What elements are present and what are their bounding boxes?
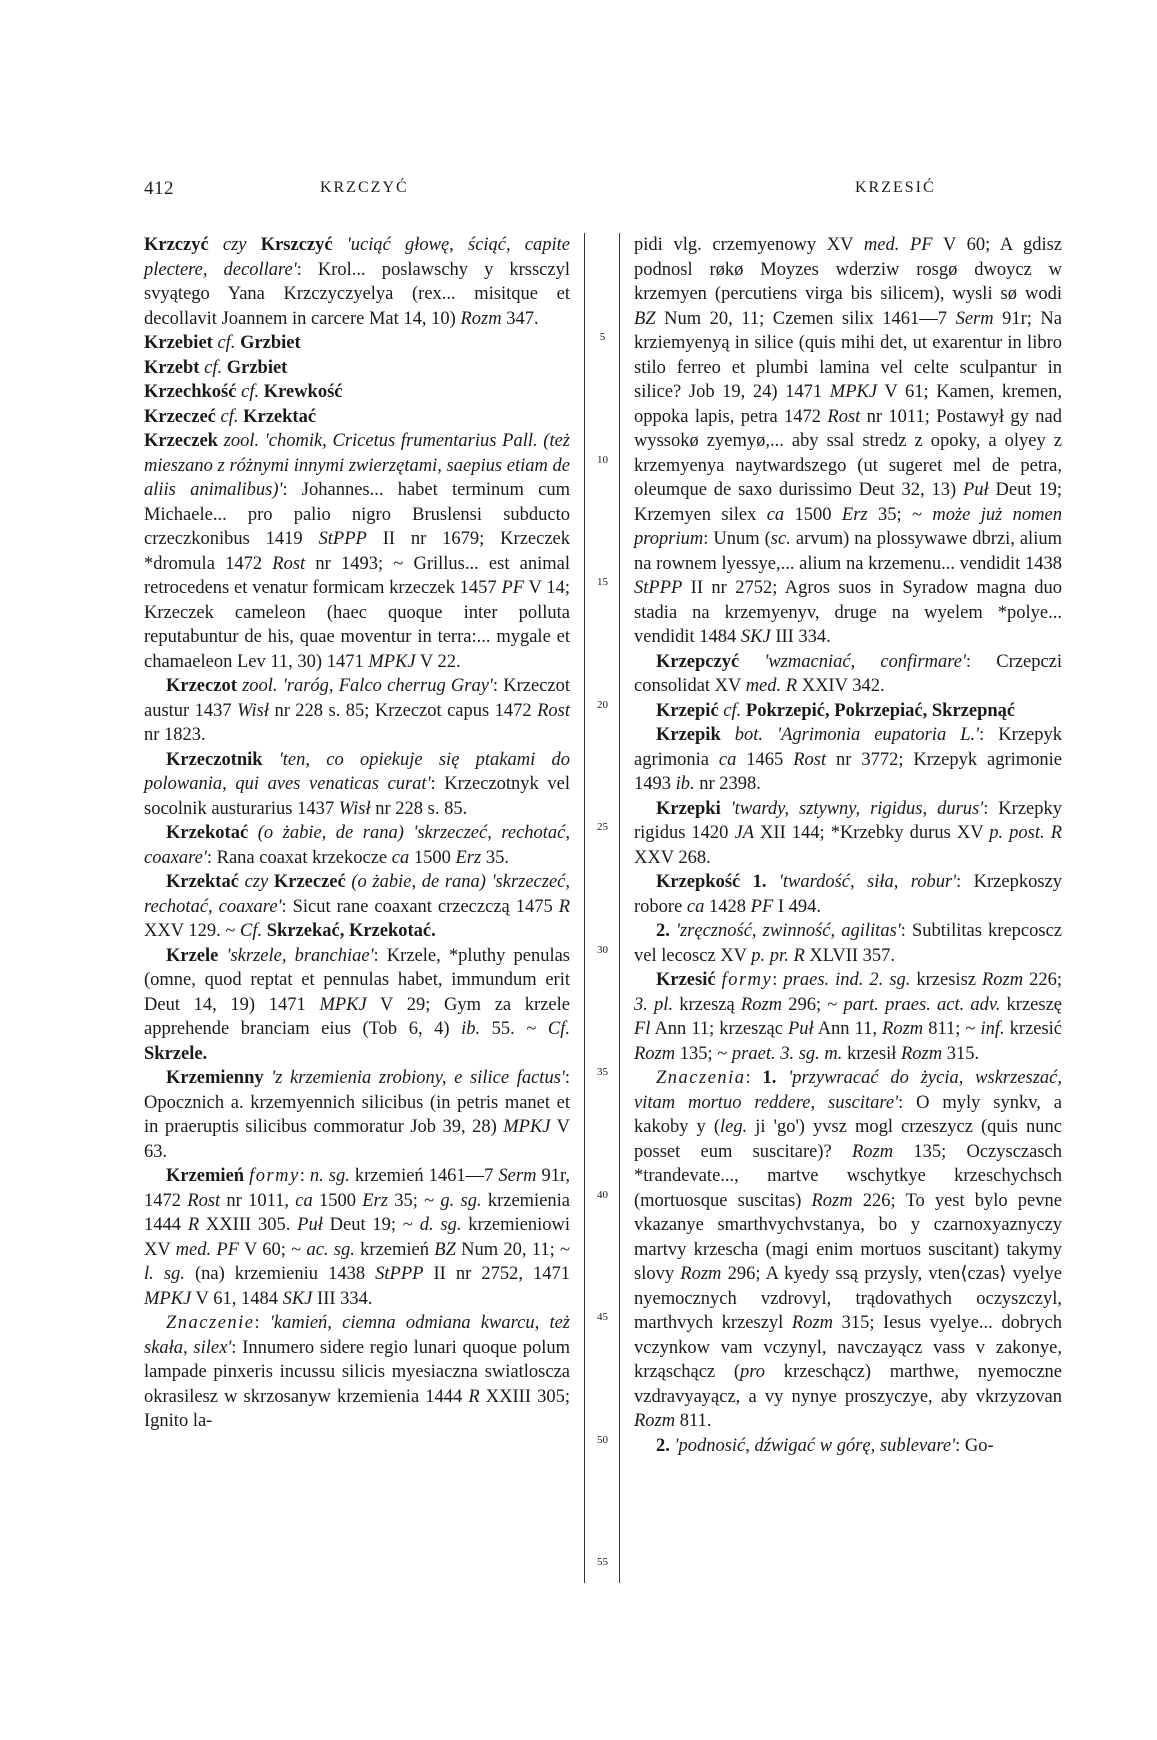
- line-number: 5: [599, 331, 606, 343]
- column-rule-left: [584, 233, 585, 1583]
- entry-krzeczec: Krzeczeć cf. Krzektać: [144, 406, 317, 427]
- entry-krzepik: Krzepik bot. 'Agrimonia eupatoria L.': Krzepyk agrimonia ca 1465 Rost nr 3772; Krzepyk agrimonie 1493 ib. nr 2398.: [634, 725, 1062, 794]
- entry-krzczyc: Krzczyć czy Krszczyć 'uciąć głowę, ściąć, capite plectere, decollare': Krol... poslawschy y krssczyl svyątego Yana Krzczyczyelya (rex... misitque et decollavit Joannem in carcere Mat 14, 10) Rozm 347.: [144, 235, 571, 329]
- line-number: 40: [597, 1189, 608, 1201]
- entry-krzepczyc: Krzepczyć 'wzmacniać, confirmare': Crzepczi consolidat XV med. R XXIV 342.: [634, 651, 1063, 696]
- page-number: 412: [144, 178, 174, 199]
- entry-krzesic-meaning-2: 2. 'podnosić, dźwigać w górę, sublevare': Go-: [656, 1435, 994, 1456]
- line-number: 20: [597, 699, 608, 711]
- line-number: 10: [597, 454, 608, 466]
- header-right-word: KRZESIĆ: [855, 179, 936, 196]
- entry-krzechkosc: Krzechkość cf. Krewkość: [144, 382, 343, 402]
- entry-krzemien-continued: pidi vlg. crzemyenowy XV med. PF V 60; A gdisz podnosl røkø Moyzes wderziw rosgø dwoycz w krzemyen (percutiens virga bis silicem), wysli sø wodi BZ Num 20, 11; Czemen silix 1461—7 Serm 91r; Na krziemyenyą in silice (quis mihi det, ut exarentur in libro stilo ferreo et plumbi lamina vel celte sculpantur in silice? Job 19, 24) 1471 MPKJ V 61; Kamen, kremen, oppoka lapis, petra 1472 Rost nr 1011; Postawył gy nad wyssokø zyemyø,... aby ssal stredz z opoky, a olyey z krzemyenya naytwardszego (ut sugeret mel de petra, oleumque de saxo durissimo Deut 32, 13) Puł Deut 19; Krzemyen silex ca 1500 Erz 35; ~ może już nomen proprium: Unum (sc. arvum) na plossywawe dbrzi, alium na rownem lyessye,... alium na krzemenu... vendidit 1438 StPPP II nr 2752; Agros suos in Syradow magna duo stadia na krzemyenyv, druge na wyelem *polye... vendidit 1484 SKJ III 334.: [634, 235, 1063, 647]
- entry-krzesic-meaning: Znaczenia: 1. 'przywracać do życia, wskrzeszać, vitam mortuo reddere, suscitare': O myly synkv, a kakoby y (leg. ji 'go') yvsz mogl crzeszycz (quis nunc posset eum suscitare)? Rozm 135; Oczysczasch *trandevate..., martve wschytkye krzeschychsch (mortuosque suscitas) Rozm 226; To yest bylo pevne vkazanye smarthvychvstanya, bo y czarnoxyaznyczy martvy krzescha (magi enim mortuos suscitant) takymy slovy Rozm 296; A kyedy ssą przysly, vten⟨czas⟩ vyelye nyemocznych vzdrovyl, trądovathych oczyszczyl, marthvych krzeszyl Rozm 315; Iesus vyelye... dobrych vczynkow vam vczynyl, navczayącz vass v zakonye, krząschącz (pro krzeschącz) marthwe, nyemoczne vzdravyayącz, a vy nynye proszyczye, aby vkrzyzovan Rozm 811.: [634, 1068, 1063, 1431]
- line-number: 30: [597, 944, 608, 956]
- entry-krzepkosc-2: 2. 'zręczność, zwinność, agilitas': Subtilitas krepcoscz vel lecoscz XV p. pr. R XLVII 357.: [634, 921, 1062, 966]
- entry-krzepkosc: Krzepkość 1. 'twardość, siła, robur': Krzepkoszy robore ca 1428 PF I 494.: [634, 872, 1063, 917]
- entry-krzele: Krzele 'skrzele, branchiae': Krzele, *pluthy penulas (omne, quod reptat et pennulas habet, immundum erit Deut 14, 19) 1471 MPKJ V 29; Gym za krzele apprehende branciam eius (Tob 6, 4) ib. 55. ~ Cf. Skrzele.: [144, 945, 571, 1064]
- entry-krzemien: Krzemień formy: n. sg. krzemień 1461—7 Serm 91r, 1472 Rost nr 1011, ca 1500 Erz 35; ~ g. sg. krzemienia 1444 R XXIII 305. Puł Deut 19; ~ d. sg. krzemieniowi XV med. PF V 60; ~ ac. sg. krzemień BZ Num 20, 11; ~ l. sg. (na) krzemieniu 1438 StPPP II nr 2752, 1471 MPKJ V 61, 1484 SKJ III 334.: [144, 1166, 571, 1309]
- entry-krzebt: Krzebt cf. Grzbiet: [144, 357, 288, 378]
- entry-krzeczek: Krzeczek zool. 'chomik, Cricetus frumentarius Pall. (też mieszano z różnymi innymi zwierzętami, saepius etiam de aliis animalibus)': Johannes... habet terminum cum Michaele... pro palio nigro Bruslensi subducto crzeczkonibus 1419 StPPP II nr 1679; Krzeczek *dromula 1472 Rost nr 1493; ~ Grillus... est animal retrocedens et venatur formicam krzeczek 1457 PF V 14; Krzeczek cameleon (haec quoque inter polluta reputabuntur de his, quae moventur in terra:... mygale et chamaeleon Lev 11, 30) 1471 MPKJ V 22.: [144, 431, 571, 672]
- entry-krzeczot: Krzeczot zool. 'raróg, Falco cherrug Gray': Krzeczot austur 1437 Wisł nr 228 s. 85; Krzeczot capus 1472 Rost nr 1823.: [144, 676, 571, 745]
- line-number: 55: [597, 1556, 608, 1568]
- line-number: 45: [597, 1311, 608, 1323]
- entry-krzemien-meaning: Znaczenie: 'kamień, ciemna odmiana kwarcu, też skała, silex': Innumero sidere regio lunari quoque polum lampade pinxeris incussu silicis myesiaczna swiatloscza okrasilesz w skrzosanyw krzemienia 1444 R XXIII 305; Ignito la-: [144, 1313, 570, 1431]
- entry-krzebiet: Krzebiet cf. Grzbiet: [144, 333, 301, 353]
- entry-krzepki: Krzepki 'twardy, sztywny, rigidus, durus': Krzepky rigidus 1420 JA XII 144; *Krzebky durus XV p. post. R XXV 268.: [634, 798, 1063, 868]
- column-rule-right: [619, 233, 620, 1583]
- running-head: [0, 178, 1157, 204]
- entry-krzeczotnik: Krzeczotnik 'ten, co opiekuje się ptakami do polowania, qui aves venaticas curat': Krzeczotnyk vel socolnik austurarius 1437 Wisł nr 228 s. 85.: [144, 749, 570, 819]
- entry-krzesic: Krzesić formy: praes. ind. 2. sg. krzesisz Rozm 226; 3. pl. krzeszą Rozm 296; ~ part. praes. act. adv. krzeszę Fl Ann 11; krzesząc Puł Ann 11, Rozm 811; ~ inf. krzesić Rozm 135; ~ praet. 3. sg. m. krzesił Rozm 315.: [634, 970, 1063, 1064]
- line-number: 50: [597, 1434, 608, 1446]
- entry-krzepic: Krzepić cf. Pokrzepić, Pokrzepiać, Skrzepnąć: [656, 700, 1016, 721]
- entry-krzektac: Krzektać czy Krzeczeć (o żabie, de rana) 'skrzeczeć, rechotać, coaxare': Sicut rane coaxant crzeczczą 1475 R XXV 129. ~ Cf. Skrzekać, Krzekotać.: [144, 872, 571, 941]
- line-number: 15: [597, 576, 608, 588]
- line-number: 35: [597, 1066, 608, 1078]
- line-number: 25: [597, 821, 608, 833]
- header-left-word: KRZCZYĆ: [320, 179, 409, 196]
- right-column: [634, 233, 1062, 1458]
- entry-krzekotac: Krzekotać (o żabie, de rana) 'skrzeczeć, rechotać, coaxare': Rana coaxat krzekocze ca 1500 Erz 35.: [144, 823, 571, 868]
- entry-krzemienny: Krzemienny 'z krzemienia zrobiony, e silice factus': Opocznich a. krzemyennich silicibus (in petris manet et in praeruptis silicibus commoratur Job 39, 28) MPKJ V 63.: [144, 1068, 570, 1162]
- line-number-gutter: [589, 233, 616, 1583]
- left-column: [144, 233, 570, 1434]
